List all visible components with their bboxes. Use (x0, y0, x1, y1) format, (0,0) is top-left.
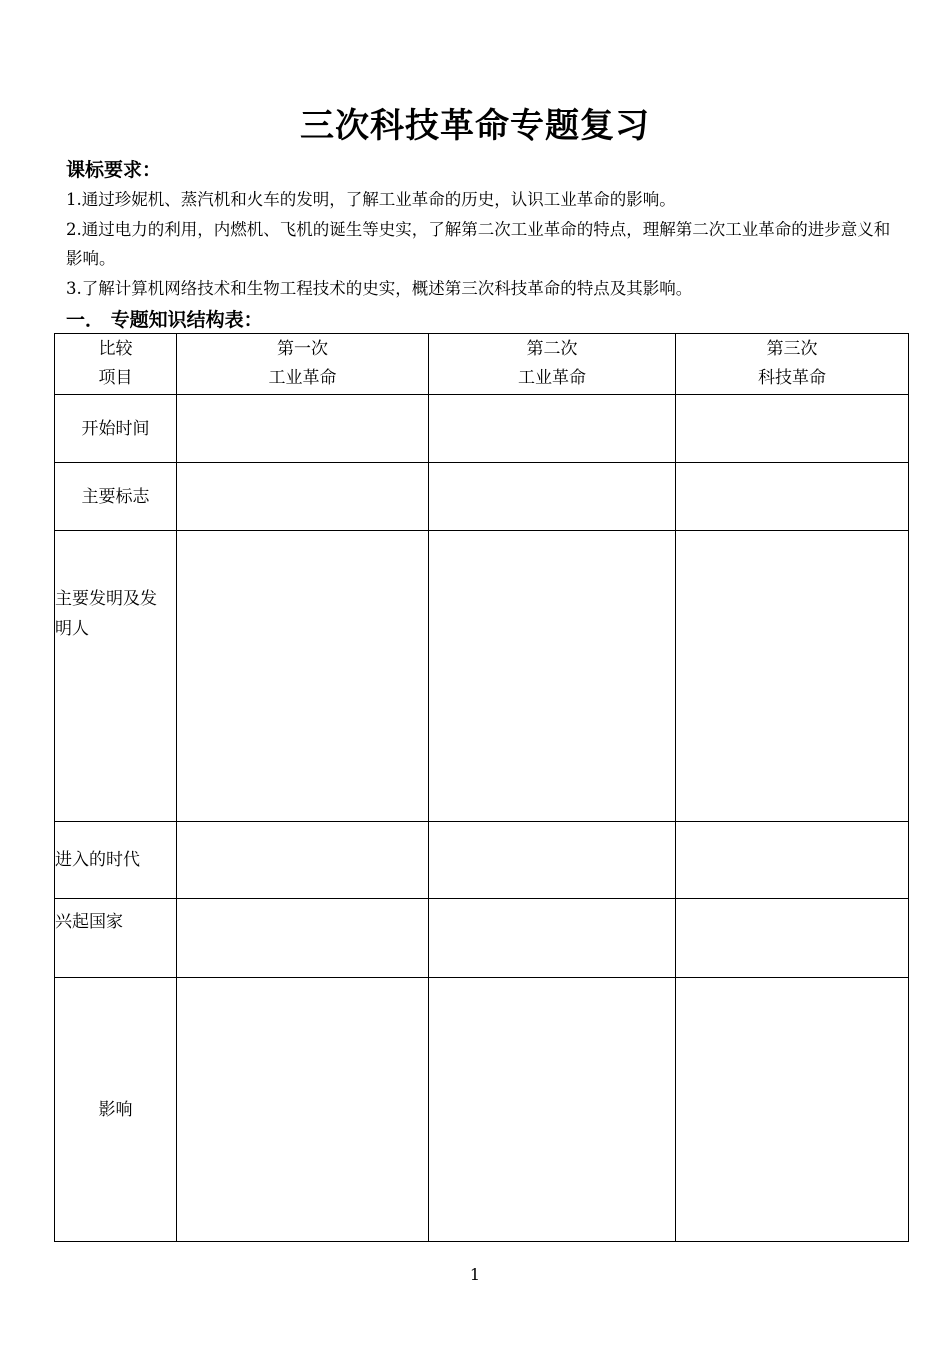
page-title: 三次科技革命专题复习 (300, 106, 650, 146)
header-corner-line1: 比较 (98, 339, 133, 359)
answer-cell[interactable] (429, 822, 676, 899)
knowledge-structure-table (54, 333, 909, 1242)
answer-cell[interactable] (429, 531, 676, 822)
header-corner-line2: 项目 (98, 368, 133, 388)
table-row (55, 531, 909, 822)
row-label-main-sign: 主要标志 (55, 463, 177, 531)
answer-cell[interactable] (177, 463, 429, 531)
answer-cell[interactable] (429, 978, 676, 1242)
table-row (55, 822, 909, 899)
header-first-line2: 工业革命 (268, 368, 337, 388)
answer-cell[interactable] (676, 463, 909, 531)
header-third-line2: 科技革命 (758, 368, 826, 388)
answer-cell[interactable] (429, 899, 676, 978)
header-third-line1: 第三次 (766, 339, 818, 359)
answer-cell[interactable] (676, 899, 909, 978)
page-number: 1 (469, 1265, 481, 1284)
header-first-line1: 第一次 (277, 339, 328, 359)
header-first-revolution (177, 334, 429, 395)
answer-cell[interactable] (177, 395, 429, 463)
answer-cell[interactable] (676, 978, 909, 1242)
requirement-item: 2.通过电力的利用，内燃机、飞机的诞生等史实，了解第二次工业革命的特点，理解第二次工业革命的进步意义和影响。 (66, 219, 891, 268)
answer-cell[interactable] (177, 899, 429, 978)
answer-cell[interactable] (177, 531, 429, 822)
row-label-start-time: 开始时间 (55, 395, 177, 463)
header-second-revolution (429, 334, 676, 395)
row-label-impact: 影响 (55, 978, 177, 1242)
answer-cell[interactable] (676, 395, 909, 463)
requirement-item: 3.了解计算机网络技术和生物工程技术的史实，概述第三次科技革命的特点及其影响。 (66, 278, 693, 298)
table-row (55, 395, 909, 463)
row-label-era: 进入的时代 (55, 822, 177, 899)
table-row (55, 978, 909, 1242)
table-row (55, 899, 909, 978)
header-third-revolution (676, 334, 909, 395)
header-corner-cell (55, 334, 177, 395)
answer-cell[interactable] (429, 463, 676, 531)
section-one-heading: 一． 专题知识结构表： (66, 309, 263, 331)
requirements-list (66, 185, 904, 303)
header-second-line1: 第二次 (526, 339, 578, 359)
answer-cell[interactable] (177, 978, 429, 1242)
requirement-item: 1.通过珍妮机、蒸汽机和火车的发明，了解工业革命的历史，认识工业革命的影响。 (66, 190, 676, 209)
row-label-inventions (55, 531, 177, 822)
answer-cell[interactable] (429, 395, 676, 463)
table-row (55, 463, 909, 531)
table-header-row (55, 334, 909, 395)
answer-cell[interactable] (177, 822, 429, 899)
answer-cell[interactable] (676, 822, 909, 899)
row-label-countries: 兴起国家 (55, 899, 177, 978)
row-label-inventions-text: 主要发明及发明人 (55, 589, 157, 639)
answer-cell[interactable] (676, 531, 909, 822)
header-second-line2: 工业革命 (518, 368, 586, 388)
requirements-heading: 课标要求： (66, 159, 162, 181)
